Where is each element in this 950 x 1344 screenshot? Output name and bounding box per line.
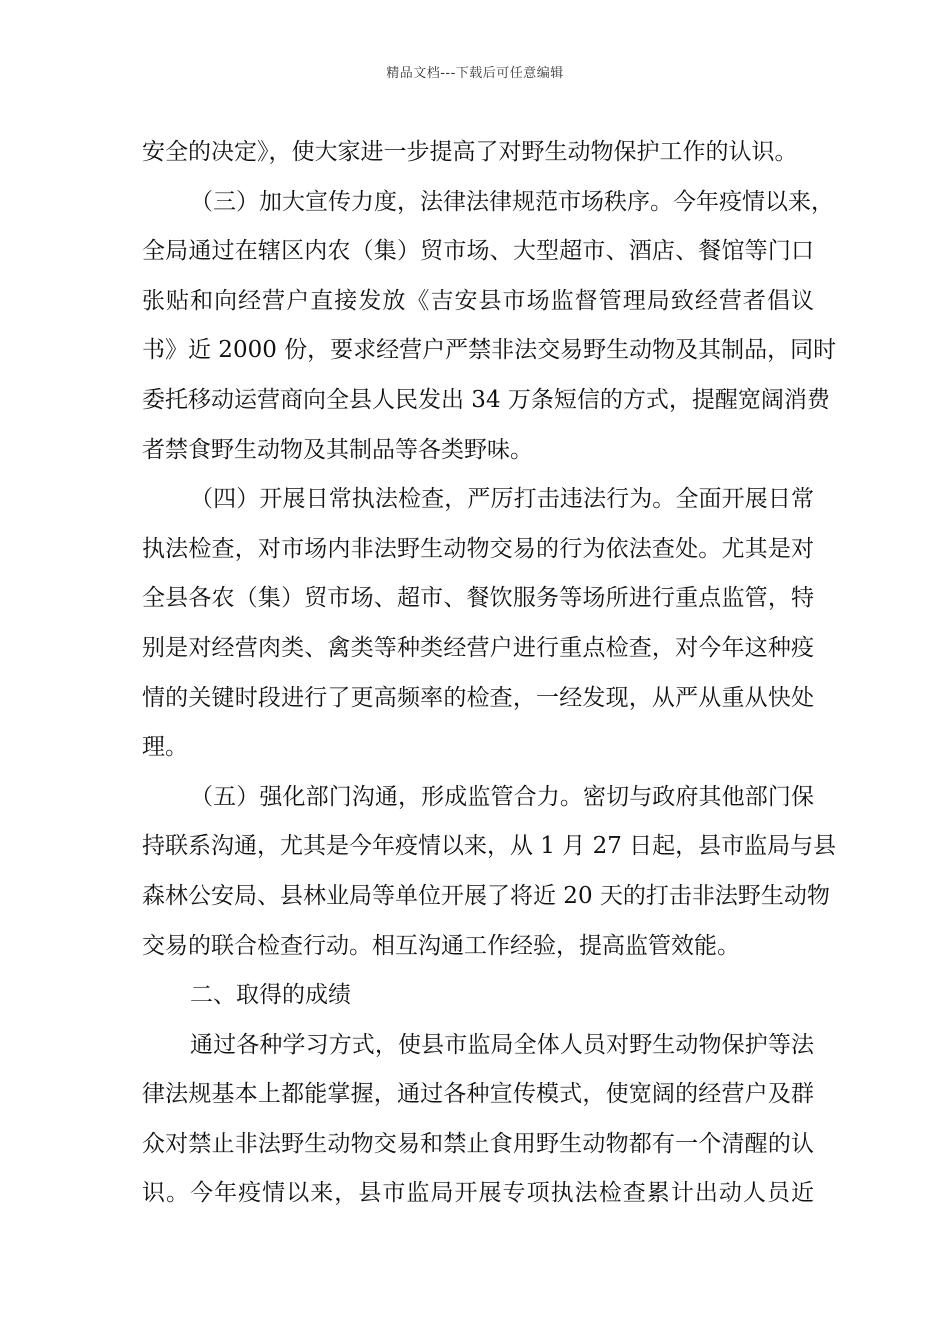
paragraph-line: 森林公安局、县林业局等单位开展了将近 20 天的打击非法野生动物 xyxy=(142,882,830,909)
paragraph-line: 委托移动运营商向全县人民发出 34 万条短信的方式，提醒宽阔消费 xyxy=(142,386,830,413)
paragraph-line: （五）强化部门沟通，形成监管合力。密切与政府其他部门保 xyxy=(190,783,814,810)
paragraph-line: 全局通过在辖区内农（集）贸市场、大型超市、酒店、餐馆等门口 xyxy=(142,238,814,265)
paragraph-line: 识。今年疫情以来，县市监局开展专项执法检查累计出动人员近 xyxy=(142,1180,814,1207)
paragraph-line: 全县各农（集）贸市场、超市、餐饮服务等场所进行重点监管，特 xyxy=(142,585,814,612)
paragraph-line: 安全的决定》，使大家进一步提高了对野生动物保护工作的认识。 xyxy=(142,139,798,165)
paragraph-line: 者禁食野生动物及其制品等各类野味。 xyxy=(142,436,533,463)
paragraph-line: 书》近 2000 份，要求经营户严禁非法交易野生动物及其制品，同时 xyxy=(142,337,837,364)
paragraph-line: 张贴和向经营户直接发放《吉安县市场监督管理局致经营者倡议 xyxy=(142,287,814,314)
paragraph-line: 别是对经营肉类、禽类等种类经营户进行重点检查，对今年这种疫 xyxy=(142,634,814,661)
section-heading: 二、取得的成绩 xyxy=(190,982,351,1009)
page-header: 精品文档---下载后可任意编辑 xyxy=(386,66,564,81)
paragraph-line: 律法规基本上都能掌握，通过各种宣传模式，使宽阔的经营户及群 xyxy=(142,1081,814,1108)
paragraph-line: 情的关键时段进行了更高频率的检查，一经发现，从严从重从快处 xyxy=(142,684,814,711)
paragraph-line: 众对禁止非法野生动物交易和禁止食用野生动物都有一个清醒的认 xyxy=(142,1130,814,1157)
paragraph-line: 通过各种学习方式，使县市监局全体人员对野生动物保护等法 xyxy=(190,1031,814,1058)
paragraph-line: 交易的联合检查行动。相互沟通工作经验，提高监管效能。 xyxy=(142,932,740,959)
paragraph-line: （三）加大宣传力度，法律法律规范市场秩序。今年疫情以来， xyxy=(190,188,834,215)
document-body xyxy=(142,128,837,1219)
paragraph-line: 持联系沟通，尤其是今年疫情以来，从 1 月 27 日起，县市监局与县 xyxy=(142,833,837,860)
paragraph-line: 理。 xyxy=(142,734,188,761)
paragraph-line: 执法检查，对市场内非法野生动物交易的行为依法查处。尤其是对 xyxy=(142,535,814,562)
paragraph-line: （四）开展日常执法检查，严厉打击违法行为。全面开展日常 xyxy=(190,486,814,513)
